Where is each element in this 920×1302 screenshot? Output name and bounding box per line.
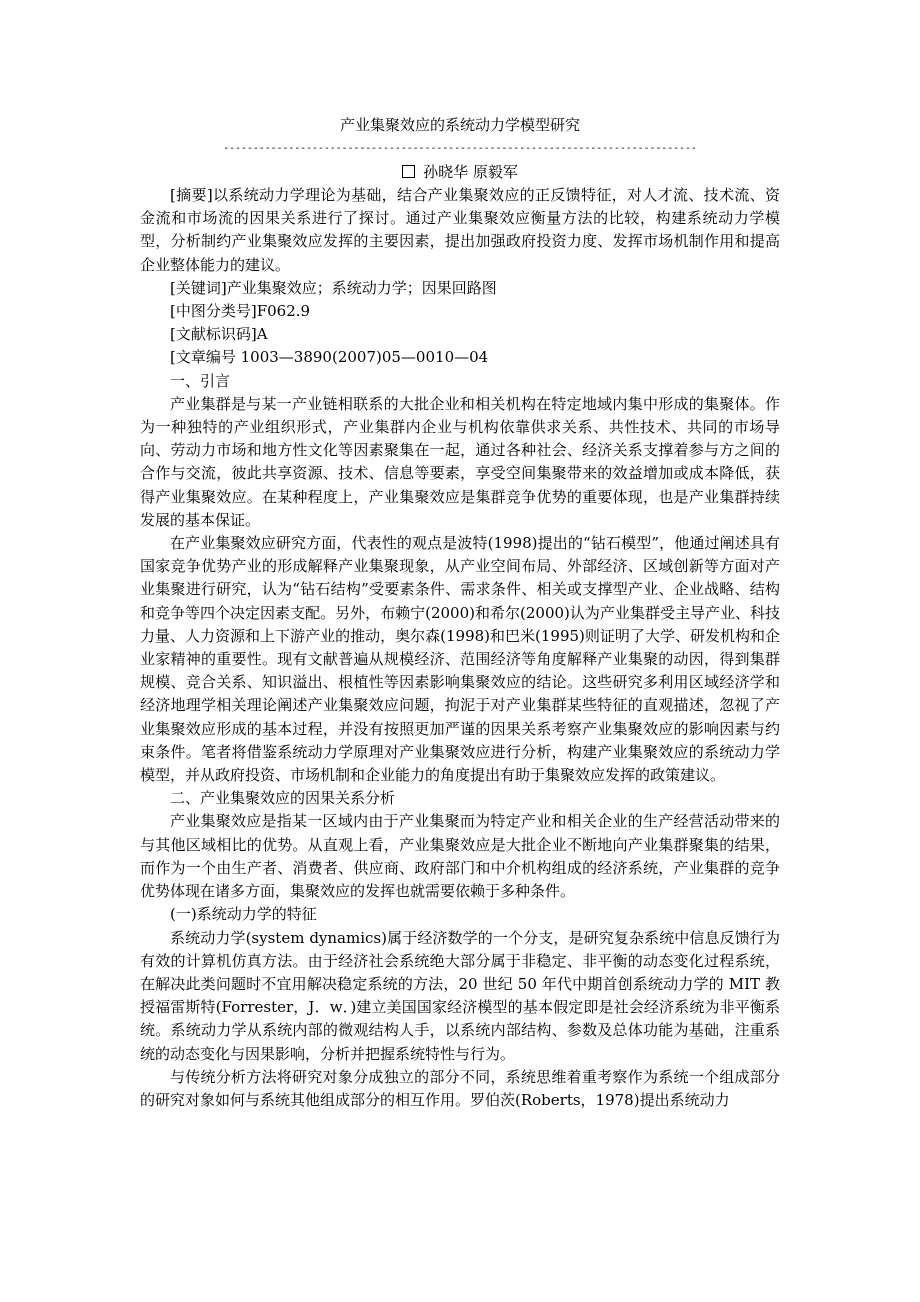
- document-body: [140, 113, 780, 1112]
- title-divider: --------------------------------------------------------------------------------: [223, 143, 697, 154]
- body-paragraph: 产业集聚效应是指某一区域内由于产业集聚而为特定产业和相关企业的生产经营活动带来的与其他区域相比的优势。从直观上看，产业集聚效应是大批企业不断地向产业集群聚集的结果，而作为一个由生产者、消费者、供应商、政府部门和中介机构组成的经济系统，产业集群的竞争优势体现在诸多方面，集聚效应的发挥也就需要依赖于多种条件。: [140, 812, 780, 901]
- document-code-line: [文献标识码]A: [170, 325, 268, 344]
- body-paragraph: 产业集群是与某一产业链相联系的大批企业和相关机构在特定地域内集中形成的集聚体。作为一种独特的产业组织形式，产业集群内企业与机构依靠供求关系、共性技术、共同的市场导向、劳动力市场和地方性文化等因素聚集在一起，通过各种社会、经济关系支撑着参与方之间的合作与交流，彼此共享资源、技术、信息等要素，享受空间集聚带来的效益增加或成本降低，获得产业集聚效应。在某种程度上，产业集聚效应是集群竞争优势的重要体现，也是产业集群持续发展的基本保证。: [140, 394, 780, 529]
- keywords-line: [关键词]产业集聚效应；系统动力学；因果回路图: [170, 278, 497, 297]
- abstract-paragraph: [摘要]以系统动力学理论为基础，结合产业集聚效应的正反馈特征，对人才流、技术流、资金流和市场流的因果关系进行了探讨。通过产业集聚效应衡量方法的比较，构建系统动力学模型，分析制约产业集聚效应发挥的主要因素，提出加强政府投资力度、发挥市场机制作用和提高企业整体能力的建议。: [140, 186, 780, 274]
- body-paragraph: 在产业集聚效应研究方面，代表性的观点是波特(1998)提出的“钻石模型”，他通过阐述具有国家竞争优势产业的形成解释产业集聚现象，从产业空间布局、外部经济、区域创新等方面对产业集聚进行研究，认为“钻石结构”受要素条件、需求条件、相关或支撑型产业、企业战略、结构和竞争等四个决定因素支配。另外，布赖宁(2000)和希尔(2000)认为产业集群受主导产业、科技力量、人力资源和上下游产业的推动，奥尔森(1998)和巴米(1995)则证明了大学、研发机构和企业家精神的重要性。现有文献普遍从规模经济、范围经济等角度解释产业集聚的动因，得到集群规模、竞合关系、知识溢出、根植性等因素影响集聚效应的结论。这些研究多利用区域经济学和经济地理学相关理论阐述产业集聚效应问题，拘泥于对产业集群某些特征的直观描述，忽视了产业集聚效应形成的基本过程，并没有按照更加严谨的因果关系考察产业集聚效应的影响因素与约束条件。笔者将借鉴系统动力学原理对产业集聚效应进行分析，构建产业集聚效应的系统动力学模型，并从政府投资、市场机制和企业能力的角度提出有助于集聚效应发挥的政策建议。: [140, 534, 780, 785]
- classification-number-line: [中图分类号]F062.9: [170, 302, 311, 321]
- section-heading-introduction: 一、引言: [170, 371, 231, 390]
- body-paragraph: 系统动力学(system dynamics)属于经济数学的一个分支，是研究复杂系统中信息反馈行为有效的计算机仿真方法。由于经济社会系统绝大部分属于非稳定、非平衡的动态变化过程系统，在解决此类问题时不宜用解决稳定系统的方法，20 世纪 50 年代中期首创系统动力学的 MIT 教授福雷斯特(Forrester，J．w．)建立美国国家经济模型的基本假定即是社会经济系统为非平衡系统。系统动力学从系统内部的微观结构人手，以系统内部结构、参数及总体功能为基础，注重系统的动态变化与因果影响，分析并把握系统特性与行为。: [140, 928, 780, 1063]
- article-number-line: [文章编号 1003—3890(2007)05—0010—04: [170, 348, 489, 367]
- square-box-icon: [402, 165, 415, 178]
- author-names: 孙晓华 原毅军: [423, 163, 518, 181]
- author-line: [140, 160, 780, 184]
- section-heading-causal-analysis: 二、产业集聚效应的因果关系分析: [170, 789, 396, 808]
- subsection-heading-system-dynamics: (一)系统动力学的特征: [170, 905, 317, 924]
- body-paragraph: 与传统分析方法将研究对象分成独立的部分不同，系统思维着重考察作为系统一个组成部分的研究对象如何与系统其他组成部分的相互作用。罗伯茨(Roberts，1978)提出系统动力: [140, 1067, 780, 1109]
- document-title: 产业集聚效应的系统动力学模型研究: [339, 116, 580, 134]
